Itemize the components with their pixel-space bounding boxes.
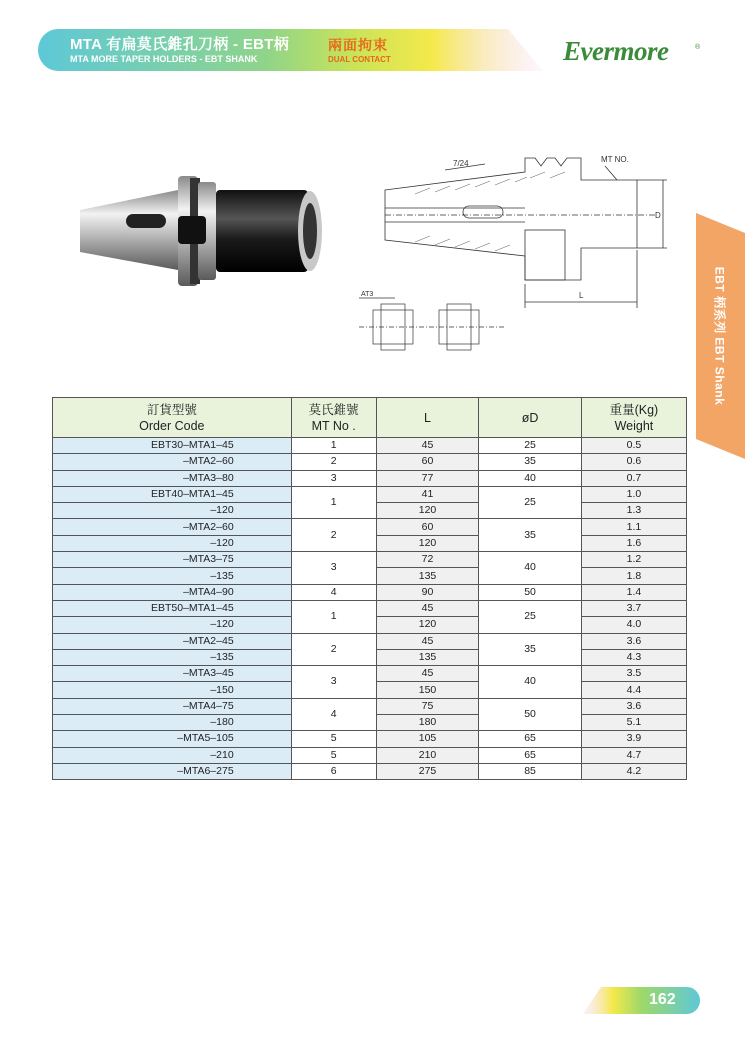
table-row: [53, 731, 687, 747]
spec-table: [52, 397, 687, 780]
header-cn-label: 莫氏錐號: [308, 402, 359, 417]
dual-contact-label: 兩面拘束: [328, 37, 388, 53]
order-code-cell: –120: [53, 535, 292, 551]
order-code-cell: –MTA3–80: [53, 470, 292, 486]
length-cell: 275: [376, 763, 479, 779]
drawing-taper-label: 7/24: [453, 159, 469, 168]
order-code-cell: EBT30–MTA1–45: [53, 438, 292, 454]
weight-cell: 4.2: [581, 763, 686, 779]
length-cell: 45: [376, 666, 479, 682]
order-code-cell: –MTA6–275: [53, 763, 292, 779]
mt-no-cell: 2: [291, 454, 376, 470]
weight-cell: 3.6: [581, 698, 686, 714]
header-en-label: øD: [521, 410, 539, 425]
order-code-cell: –135: [53, 649, 292, 665]
mt-no-cell: 1: [291, 438, 376, 454]
length-cell: 120: [376, 503, 479, 519]
weight-cell: 4.7: [581, 747, 686, 763]
table-row: [53, 438, 687, 454]
diameter-cell: 40: [479, 470, 582, 486]
order-code-cell: –210: [53, 747, 292, 763]
drawing-l-label: L: [579, 291, 584, 300]
weight-cell: 1.2: [581, 552, 686, 568]
mt-no-cell: 4: [291, 584, 376, 600]
diameter-cell: 50: [479, 698, 582, 731]
header-en-label: Weight: [614, 418, 654, 433]
header-cn-label: 訂貨型號: [146, 402, 197, 417]
mt-no-cell: 5: [291, 747, 376, 763]
drawing-at-label: AT3: [361, 291, 374, 298]
table-row: [53, 552, 687, 568]
order-code-cell: –MTA3–45: [53, 666, 292, 682]
header-en-label: Order Code: [139, 418, 205, 433]
weight-cell: 3.6: [581, 633, 686, 649]
table-row: [53, 633, 687, 649]
mt-no-cell: 3: [291, 470, 376, 486]
page-title: MTA 有扁莫氏錐孔刀柄 - EBT柄: [70, 36, 290, 53]
diameter-cell: 35: [479, 454, 582, 470]
drawing-d-label: D: [655, 211, 661, 220]
diameter-cell: 65: [479, 747, 582, 763]
order-code-cell: –MTA2–45: [53, 633, 292, 649]
mt-no-cell: 2: [291, 519, 376, 552]
weight-cell: 4.0: [581, 617, 686, 633]
weight-cell: 1.0: [581, 486, 686, 502]
mt-no-cell: 1: [291, 486, 376, 519]
length-cell: 45: [376, 633, 479, 649]
header-cn-label: 重量(Kg): [609, 402, 659, 417]
weight-cell: 1.3: [581, 503, 686, 519]
length-cell: 60: [376, 519, 479, 535]
weight-cell: 3.9: [581, 731, 686, 747]
header-weight: [581, 398, 686, 438]
length-cell: 41: [376, 486, 479, 502]
drawing-mt-label: MT NO.: [601, 155, 629, 164]
table-row: [53, 698, 687, 714]
page-number: 162: [649, 991, 676, 1008]
length-cell: 60: [376, 454, 479, 470]
weight-cell: 1.8: [581, 568, 686, 584]
order-code-cell: –135: [53, 568, 292, 584]
length-cell: 45: [376, 600, 479, 616]
diameter-cell: 25: [479, 486, 582, 519]
weight-cell: 4.4: [581, 682, 686, 698]
length-cell: 105: [376, 731, 479, 747]
order-code-cell: EBT40–MTA1–45: [53, 486, 292, 502]
order-code-cell: –MTA3–75: [53, 552, 292, 568]
diameter-cell: 25: [479, 600, 582, 633]
length-cell: 135: [376, 568, 479, 584]
diameter-cell: 40: [479, 666, 582, 699]
order-code-cell: EBT50–MTA1–45: [53, 600, 292, 616]
weight-cell: 0.5: [581, 438, 686, 454]
diameter-cell: 85: [479, 763, 582, 779]
weight-cell: 3.5: [581, 666, 686, 682]
mt-no-cell: 4: [291, 698, 376, 731]
diameter-cell: 25: [479, 438, 582, 454]
order-code-cell: –MTA4–75: [53, 698, 292, 714]
order-code-cell: –MTA2–60: [53, 454, 292, 470]
header-en-label: L: [424, 410, 431, 425]
header-mt-no: [291, 398, 376, 438]
header-length: [376, 398, 479, 438]
order-code-cell: –MTA4–90: [53, 584, 292, 600]
weight-cell: 1.6: [581, 535, 686, 551]
table-row: [53, 763, 687, 779]
table-header-row: [53, 398, 687, 438]
length-cell: 77: [376, 470, 479, 486]
order-code-cell: –120: [53, 503, 292, 519]
product-photo: [78, 168, 328, 293]
table-row: [53, 600, 687, 616]
mt-no-cell: 1: [291, 600, 376, 633]
mt-no-cell: 3: [291, 552, 376, 585]
length-cell: 210: [376, 747, 479, 763]
mt-no-cell: 2: [291, 633, 376, 666]
length-cell: 120: [376, 617, 479, 633]
header-diameter: [479, 398, 582, 438]
mt-no-cell: 3: [291, 666, 376, 699]
brand-logo: Evermore: [563, 36, 669, 66]
weight-cell: 3.7: [581, 600, 686, 616]
technical-drawing: [355, 150, 675, 360]
order-code-cell: –180: [53, 715, 292, 731]
diameter-cell: 40: [479, 552, 582, 585]
header-order-code: [53, 398, 292, 438]
registered-mark: ®: [695, 44, 701, 51]
weight-cell: 4.3: [581, 649, 686, 665]
table-row: [53, 486, 687, 502]
diameter-cell: 50: [479, 584, 582, 600]
table-row: [53, 454, 687, 470]
length-cell: 150: [376, 682, 479, 698]
length-cell: 135: [376, 649, 479, 665]
order-code-cell: –150: [53, 682, 292, 698]
weight-cell: 1.4: [581, 584, 686, 600]
diameter-cell: 35: [479, 519, 582, 552]
mt-no-cell: 5: [291, 731, 376, 747]
order-code-cell: –MTA2–60: [53, 519, 292, 535]
order-code-cell: –MTA5–105: [53, 731, 292, 747]
table-row: [53, 747, 687, 763]
diameter-cell: 65: [479, 731, 582, 747]
length-cell: 90: [376, 584, 479, 600]
weight-cell: 5.1: [581, 715, 686, 731]
page-subtitle: MTA MORE TAPER HOLDERS - EBT SHANK: [70, 54, 258, 64]
side-section-label: EBT 柄系列 EBT Shank: [712, 266, 727, 406]
mt-no-cell: 6: [291, 763, 376, 779]
weight-cell: 0.6: [581, 454, 686, 470]
length-cell: 75: [376, 698, 479, 714]
length-cell: 120: [376, 535, 479, 551]
table-row: [53, 666, 687, 682]
dual-contact-sublabel: DUAL CONTACT: [328, 55, 391, 64]
order-code-cell: –120: [53, 617, 292, 633]
table-row: [53, 584, 687, 600]
header-en-label: MT No .: [311, 418, 356, 433]
weight-cell: 1.1: [581, 519, 686, 535]
table-row: [53, 470, 687, 486]
length-cell: 180: [376, 715, 479, 731]
length-cell: 45: [376, 438, 479, 454]
length-cell: 72: [376, 552, 479, 568]
weight-cell: 0.7: [581, 470, 686, 486]
page-number-banner: [583, 987, 700, 1014]
diameter-cell: 35: [479, 633, 582, 666]
table-row: [53, 519, 687, 535]
